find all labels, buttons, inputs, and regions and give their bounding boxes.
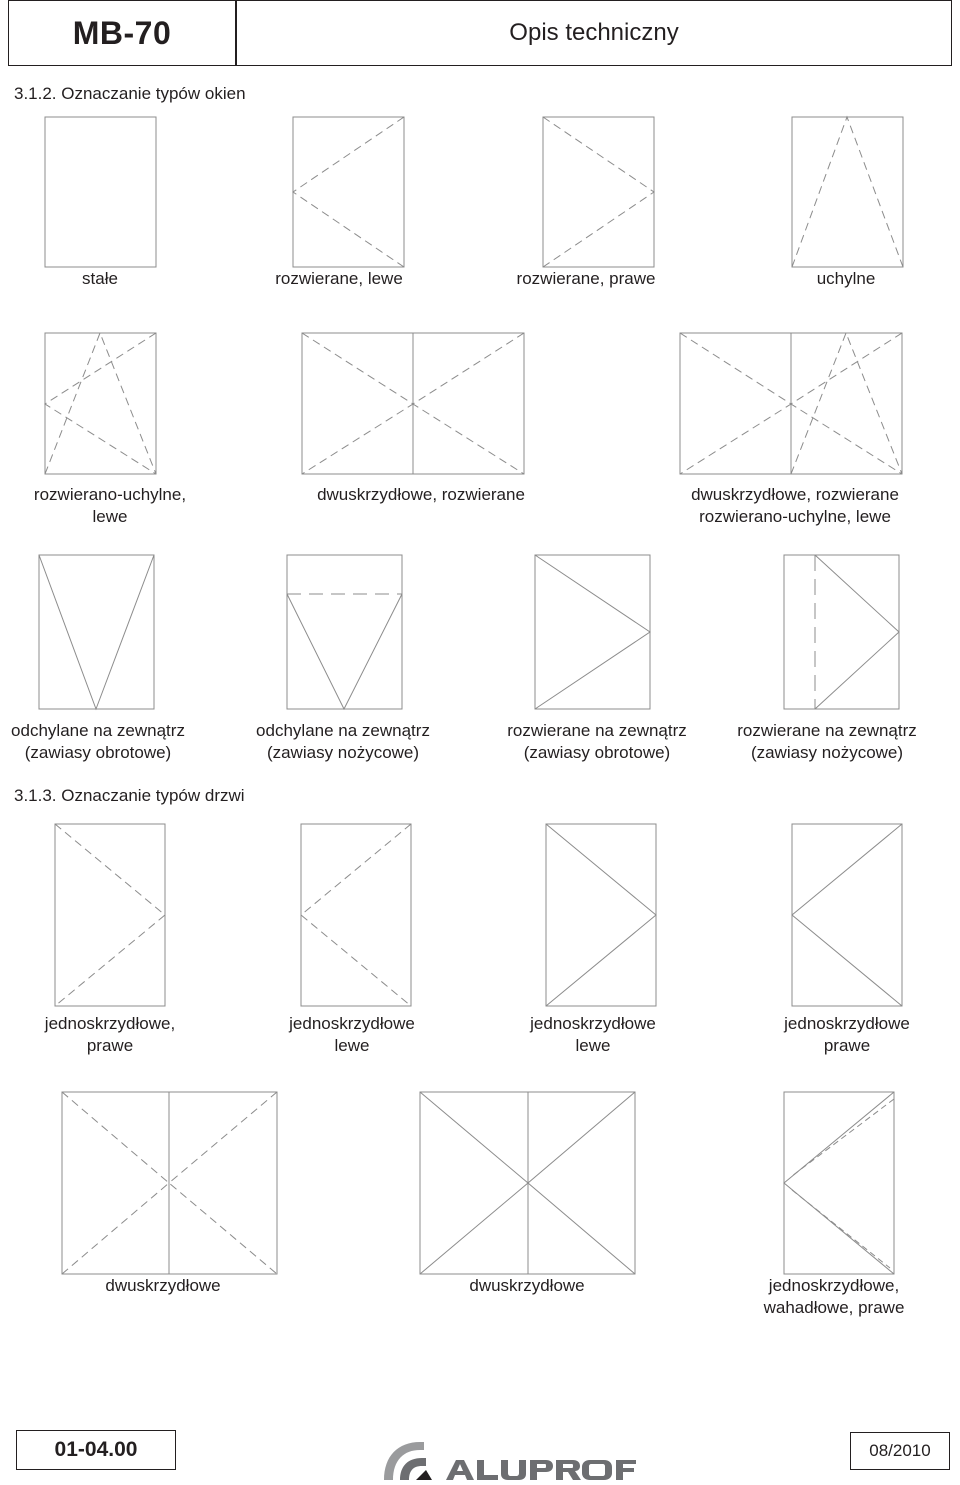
caption-door-single-left: jednoskrzydłowe lewe [289, 1014, 415, 1055]
document-code: 01-04.00 [54, 1438, 138, 1461]
window-fixed-drawing [45, 117, 156, 267]
caption-window-tilt: uchylne [816, 269, 876, 288]
door-single-right-outward-drawing [792, 824, 902, 1006]
window-top-hung-out-pivot-drawing [39, 555, 154, 709]
caption-door-single-right: jednoskrzydłowe, prawe [44, 1014, 176, 1055]
caption-window-side-hung-out-scissor: rozwierane na zewnątrz (zawiasy nożycowe) [737, 721, 917, 762]
aluprof-logo [380, 1436, 640, 1484]
section-windows-heading: 3.1.2. Oznaczanie typów okien [14, 84, 246, 103]
window-side-hung-out-pivot-drawing [535, 555, 650, 709]
caption-door-single-right-outward: jednoskrzydłowe prawe [784, 1014, 910, 1055]
door-single-left-outward-drawing [546, 824, 656, 1006]
window-casement-left-drawing [293, 117, 404, 267]
caption-window-top-hung-out-scissor: odchylane na zewnątrz (zawiasy nożycowe) [256, 721, 430, 762]
caption-door-double-outward: dwuskrzydłowe [469, 1276, 585, 1295]
document-title: Opis techniczny [509, 19, 679, 46]
caption-window-casement-left: rozwierane, lewe [275, 269, 403, 288]
door-single-left-drawing [301, 824, 411, 1006]
caption-window-double-casement: dwuskrzydłowe, rozwierane [317, 485, 525, 504]
window-tilt-turn-left-drawing [45, 333, 156, 474]
section-doors-heading: 3.1.3. Oznaczanie typów drzwi [14, 786, 245, 805]
aluprof-logo-mark [384, 1442, 432, 1480]
door-single-swing-right-drawing [784, 1092, 894, 1274]
window-double-casement-drawing [302, 333, 524, 474]
caption-window-tilt-turn-left: rozwierano-uchylne, lewe [33, 485, 187, 526]
window-top-hung-out-scissor-drawing [287, 555, 402, 709]
window-side-hung-out-scissor-drawing [784, 555, 899, 709]
caption-door-single-swing-right: jednoskrzydłowe, wahadłowe, prawe [763, 1276, 905, 1317]
caption-window-top-hung-out-pivot: odchylane na zewnątrz (zawiasy obrotowe) [11, 721, 185, 762]
caption-window-side-hung-out-pivot: rozwierane na zewnątrz (zawiasy obrotowe) [507, 721, 687, 762]
caption-door-single-left-outward: jednoskrzydłowe lewe [530, 1014, 656, 1055]
model-title: MB-70 [72, 14, 172, 51]
window-double-casement-tilt-turn-drawing [680, 333, 902, 474]
caption-window-casement-right: rozwierane, prawe [516, 269, 656, 288]
window-tilt-drawing [792, 117, 903, 267]
document-date: 08/2010 [869, 1441, 931, 1460]
caption-door-double-inward: dwuskrzydłowe [105, 1276, 221, 1295]
door-double-outward-drawing [420, 1092, 635, 1274]
door-double-inward-drawing [62, 1092, 277, 1274]
caption-window-fixed: stałe [82, 269, 118, 288]
window-casement-right-drawing [543, 117, 654, 267]
aluprof-logo-wordmark [446, 1460, 636, 1480]
door-single-right-drawing [55, 824, 165, 1006]
caption-window-double-casement-tilt-turn: dwuskrzydłowe, rozwierane rozwierano-uchylne, lewe [691, 485, 899, 526]
document-date-box [850, 1432, 950, 1470]
document-code-box [16, 1430, 176, 1470]
